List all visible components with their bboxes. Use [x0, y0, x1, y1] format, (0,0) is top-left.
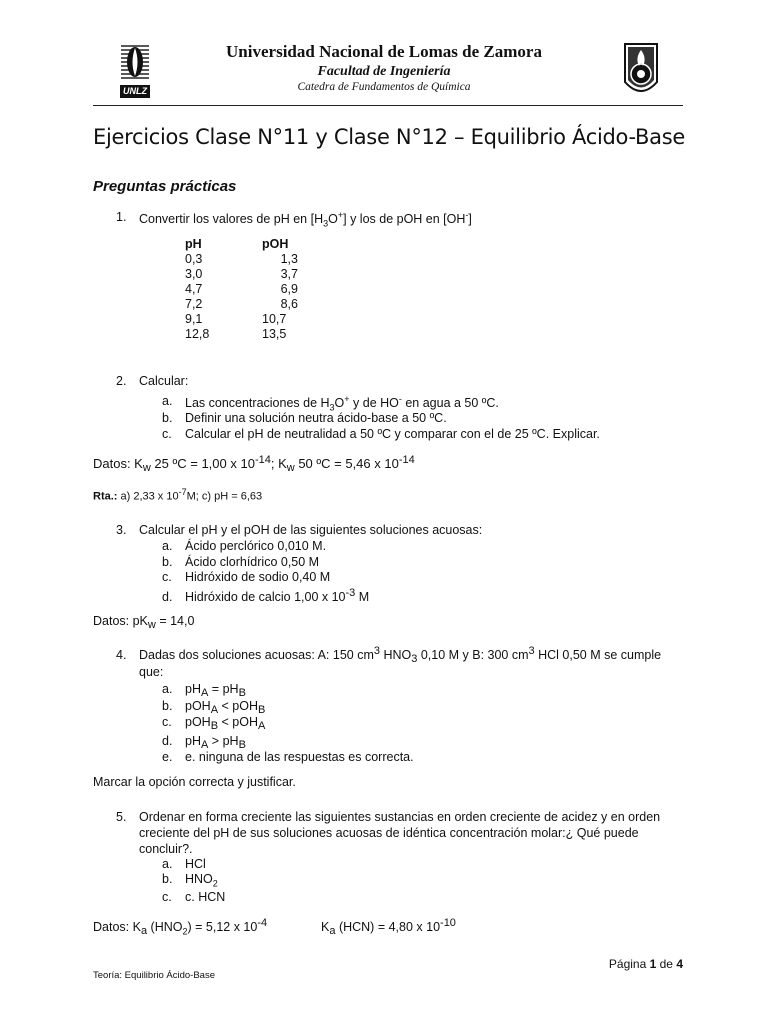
q3-c-letter: c.: [162, 570, 172, 584]
faculty-name: Facultad de Ingeniería: [317, 64, 451, 79]
document-title: Ejercicios Clase N°11 y Clase N°12 – Equilibrio Ácido-Base: [93, 125, 685, 149]
q4-number: 4.: [116, 648, 127, 662]
q4-a-letter: a.: [162, 682, 173, 696]
q5-line3: concluir?.: [139, 842, 193, 856]
q1-number: 1.: [116, 210, 127, 224]
q1-poh-value: 3,7: [280, 267, 298, 281]
q4-a-text: pHA = pHB: [185, 682, 246, 699]
q1-ph-value: 9,1: [185, 312, 203, 326]
chair-name: Catedra de Fundamentos de Química: [297, 81, 471, 93]
q3-b-letter: b.: [162, 555, 173, 569]
q3-d-text: Hidróxido de calcio 1,00 x 10-3 M: [185, 587, 370, 604]
q3-c-text: Hidróxido de sodio 0,40 M: [185, 570, 331, 584]
q4-text-line2: que:: [139, 665, 164, 679]
q4-e-letter: e.: [162, 750, 173, 764]
q3-number: 3.: [116, 523, 127, 537]
q1-ph-value: 4,7: [185, 282, 203, 296]
header-divider: [93, 105, 683, 106]
q2-text: Calcular:: [139, 374, 189, 388]
q5-b-letter: b.: [162, 872, 173, 886]
q4-c-letter: c.: [162, 715, 172, 729]
q5-line1: Ordenar en forma creciente las siguientes sustancias en orden creciente de acidez y en orden: [139, 810, 661, 824]
q1-text: Convertir los valores de pH en $[H_3O^+]$ y los de pOH en [OH-]: [139, 210, 472, 229]
q3-d-letter: d.: [162, 590, 173, 604]
q1-poh-value: 13,5: [262, 327, 287, 341]
q1-ph-value: 0,3: [185, 252, 203, 266]
footer-left: Teoría: Equilibrio Ácido-Base: [93, 970, 215, 981]
q5-c-text: c. HCN: [185, 890, 226, 904]
q4-b-text: pOHA < pOHB: [185, 699, 266, 716]
q4-d-letter: d.: [162, 734, 173, 748]
q1-ph-value: 3,0: [185, 267, 203, 281]
q4-c-text: pOHB < pOHA: [185, 715, 266, 732]
q2-number: 2.: [116, 374, 127, 388]
q4-text: Dadas dos soluciones acuosas: A: 150 cm3 HNO3 0,10 M y B: 300 cm3 HCl 0,50 M se cumple: [139, 645, 662, 665]
q1-poh-value: 8,6: [280, 297, 298, 311]
q3-a-letter: a.: [162, 539, 173, 553]
q1-col-ph: pH: [185, 237, 202, 251]
q5-datos-ka2: Ka (HCN) = 4,80 x 10-10: [321, 917, 456, 937]
q2-b-text: Definir una solución neutra ácido-base a 50 ºC.: [185, 411, 447, 425]
q3-text: Calcular el pH y el pOH de las siguientes soluciones acuosas:: [139, 523, 483, 537]
q2-answer: Rta.: a) 2,33 x $10^{-7}M$; c) pH = 6,63: [93, 487, 263, 503]
q4-instruction: Marcar la opción correcta y justificar.: [93, 775, 296, 789]
q5-a-text: HCl: [185, 857, 206, 871]
q4-d-text: pHA > pHB: [185, 734, 246, 751]
q2-a-text: Las concentraciones de $H_3O^+$ y de HO- en agua a 50 ºC.: [185, 394, 499, 413]
q2-datos: Datos: $K_w$ 25 ºC = 1,00 x $10^{-14}$; $K_w$ 50 ºC = 5,46 x $10^{-14}$: [93, 454, 415, 474]
q5-line2: creciente del pH de sus soluciones acuosas de idéntica concentración molar:¿ Qué puede: [139, 826, 639, 840]
q1-poh-value: 10,7: [262, 312, 287, 326]
q2-c-text: Calcular el pH de neutralidad a 50 ºC y comparar con el de 25 ºC. Explicar.: [185, 427, 600, 441]
q5-number: 5.: [116, 810, 127, 824]
q1-ph-value: 12,8: [185, 327, 210, 341]
university-name: Universidad Nacional de Lomas de Zamora: [226, 42, 542, 61]
q2-a-letter: a.: [162, 394, 173, 408]
q1-poh-value: 6,9: [280, 282, 298, 296]
section-heading: Preguntas prácticas: [93, 178, 237, 195]
q2-c-letter: c.: [162, 427, 172, 441]
q5-datos-ka1: Datos: Ka $(HNO_2) = 5,12$ x 10-4: [93, 917, 268, 937]
q4-e-text: e. ninguna de las respuestas es correcta.: [185, 750, 414, 764]
q2-b-letter: b.: [162, 411, 173, 425]
q1-ph-value: 7,2: [185, 297, 203, 311]
q5-c-letter: c.: [162, 890, 172, 904]
page-number: Página 1 de 4: [608, 957, 683, 971]
q3-datos: Datos: pKw = 14,0: [93, 614, 195, 631]
q3-a-text: Ácido perclórico 0,010 M.: [185, 539, 327, 553]
q4-b-letter: b.: [162, 699, 173, 713]
q3-b-text: Ácido clorhídrico 0,50 M: [185, 555, 320, 569]
q5-a-letter: a.: [162, 857, 173, 871]
logo-text: UNLZ: [123, 86, 147, 96]
q1-col-poh: pOH: [262, 237, 289, 251]
q5-b-text: $HNO_2$: [185, 872, 218, 889]
q1-poh-value: 1,3: [280, 252, 298, 266]
